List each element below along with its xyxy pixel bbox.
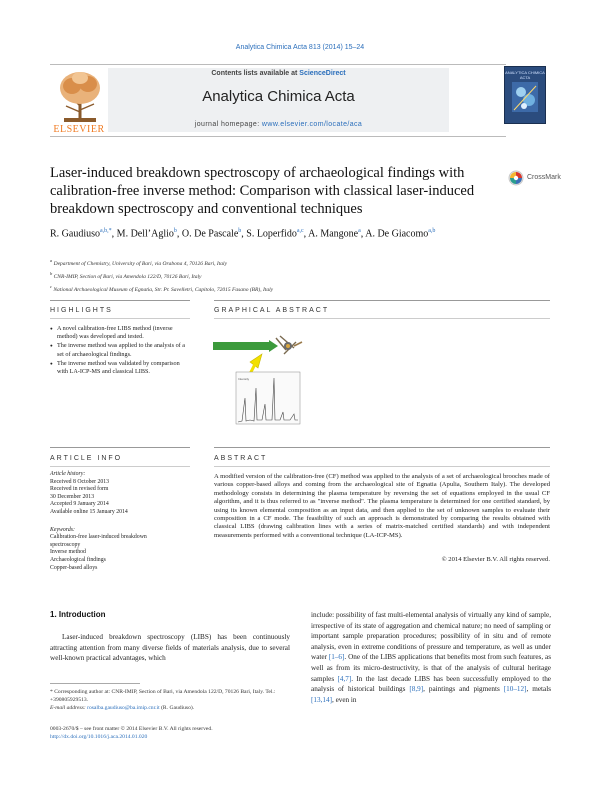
corresponding-author-footnote [50,689,290,712]
keyword: Inverse method [50,549,86,556]
affiliation-mark: b [50,270,53,276]
keyword: spectroscopy [50,541,81,548]
author-name[interactable]: M. Dell’Aglio [116,228,174,240]
introduction-right-column [311,610,551,705]
affiliation-mark: a [50,258,53,263]
crossmark-label[interactable]: CrossMark [527,174,561,181]
article-info-rule-bottom [50,466,190,467]
author-name[interactable]: A. Mangone [308,228,359,240]
abstract-rule-top [214,447,550,448]
author-affiliation-mark[interactable]: a,b,* [100,228,112,234]
homepage-prefix: journal homepage: [194,121,262,128]
highlight-item: ● A novel calibration-free LIBS method (inverse method) was developed and tested. [50,325,190,341]
journal-reference[interactable]: Analytica Chimica Acta 813 (2014) 15–24 [235,44,365,51]
author-separator: , [241,228,247,240]
introduction-left-column: Laser-induced breakdown spectroscopy (LIBS) has been continuously attracting attention from many diverse fields of materials analysis, due to several well-known practical advantages, which [50,633,290,663]
intro-text-5: , metals [526,685,551,694]
sciencedirect-link[interactable]: ScienceDirect [299,70,346,77]
front-matter-footer [50,726,290,742]
article-history-entry: Received 8 October 2013 [50,478,110,485]
article-history-entry: Received in revised form [50,486,109,493]
citation-link[interactable]: [10–12] [503,685,527,694]
graphical-abstract-rule-top [214,300,550,301]
cover-title: ANALYTICA CHIMICA ACTA [505,70,545,80]
keyword: Copper-based alloys [50,564,98,571]
keywords-label: Keywords: [50,526,75,533]
author-affiliation-mark[interactable]: a,c [296,228,304,234]
affiliation [50,269,550,282]
citation-link[interactable]: [13,14] [311,695,332,704]
email-link[interactable]: rosalba.gaudiuso@ba.imip.cnr.it [87,704,160,711]
article-history-entry: 30 December 2013 [50,493,95,500]
author-separator: , [111,228,117,240]
corresponding-author-text: * Corresponding author at: CNR-IMIP, Section of Bari, via Amendola 122/D, 70126 Bari, Italy. Tel.: +390805929513. [50,689,276,703]
intro-text-2: . One of the LIBS applications that benefits most from such features, as well as from its micro-destructivity, is that of the analysis of cultural heritage samples [311,653,551,683]
author-separator: , [303,228,309,240]
article-history-entry: Accepted 9 January 2014 [50,501,109,508]
graphical-abstract-rule-bottom [214,318,550,319]
highlight-item: ● The inverse method was validated by comparison with LA-ICP-MS and classical LIBS. [50,360,190,376]
abstract-rule-bottom [214,466,550,467]
affiliation [50,256,550,269]
intro-text-4: , paintings and pigments [423,685,504,694]
email-label: E-mail address: [50,704,88,711]
footnote-rule [50,683,140,684]
highlights-heading: HIGHLIGHTS [50,307,113,314]
graphical-abstract-heading: GRAPHICAL ABSTRACT [214,307,330,314]
affiliation-text: CNR-IMIP, Section of Bari, via Amendola 122/D, 70126 Bari, Italy [53,273,202,280]
highlight-item: ● The inverse method was applied to the analysis of a set of archaeological findings. [50,342,190,358]
journal-title: Analytica Chimica Acta [202,88,355,105]
svg-text:Intensity: Intensity [238,377,250,381]
email-suffix: (R. Gaudiuso). [159,704,195,711]
affiliation-mark: c [50,283,52,289]
abstract-heading: ABSTRACT [214,455,268,462]
author-affiliation-mark[interactable]: a [358,228,361,234]
affiliation-list [50,256,550,294]
graphical-abstract-image [210,328,340,428]
copyright-line: © 2014 Elsevier B.V. All rights reserved. [441,556,550,563]
citation-link[interactable]: [4,7] [337,674,352,683]
keyword: Archaeological findings [50,556,106,563]
intro-text-3: . In the last decade LIBS has been successfully employed to the analysis of historical buildings [311,674,551,694]
author-affiliation-mark[interactable]: b [238,228,242,234]
introduction-heading: 1. Introduction [50,610,106,619]
journal-homepage-link[interactable]: www.elsevier.com/locate/aca [261,121,363,128]
highlights-rule-top [50,300,190,301]
article-info [50,471,190,572]
author-list [50,224,530,241]
highlights-rule-bottom [50,318,190,319]
article-info-rule-top [50,447,190,448]
highlights-list [50,325,190,377]
author-name[interactable]: O. De Pascale [181,228,239,240]
doi-link[interactable]: http://dx.doi.org/10.1016/j.aca.2014.01.020 [50,733,148,740]
intro-text-1: include: possibility of fast multi-elemental analysis of virtually any kind of sample, irrespective of its state of aggregation and chemical nature; no need of sampling or important sample preparation procedures; possibility of in situ and of remote analysis, even in extreme conditions of pressure and temperature, as well as under water [311,611,551,662]
front-matter-line: 0003-2670/$ – see front matter © 2014 Elsevier B.V. All rights reserved. [50,726,213,732]
citation-link[interactable]: [1–6] [328,653,345,662]
cover-art-image [512,82,538,112]
journal-homepage-line [108,121,449,128]
citation-link[interactable]: [8,9] [409,685,424,694]
author-name[interactable]: A. De Giacomo [365,228,429,240]
keyword: Calibration-free laser-induced breakdown [50,534,147,541]
author-separator: , [176,228,182,240]
elsevier-tree-logo [54,66,106,124]
author-affiliation-mark[interactable]: a,b [428,228,436,234]
contents-prefix: Contents lists available at [211,70,300,77]
article-history-label: Article history: [50,471,86,477]
article-history-entry: Available online 15 January 2014 [50,508,128,515]
publisher-name: ELSEVIER [53,124,105,135]
author-separator: , [360,228,366,240]
author-name[interactable]: S. Loperfido [246,228,297,240]
affiliation [50,282,550,295]
article-info-heading: ARTICLE INFO [50,455,123,462]
affiliation-text: National Archaeological Museum of Egnatia, Str. Pr. Savelletri, Capitolo, 72015 Fasano (BR), Italy [53,286,274,293]
intro-text-6: , even in [331,695,357,704]
affiliation-text: Department of Chemistry, University of Bari, via Orabona 4, 70126 Bari, Italy [53,260,228,267]
author-affiliation-mark[interactable]: b [173,228,177,234]
article-title: Laser-induced breakdown spectroscopy of archaeological findings with calibration-free inverse method: Comparison with classical laser-induced breakdown spectroscopy and conventional techniques [50,165,475,217]
email-line [50,705,290,713]
contents-lists-line [108,70,449,77]
abstract-text: A modified version of the calibration-free (CF) method was applied to the analysis of a set of archaeological brooches made of various copper-based alloys and coming from the archaeological site of Egnatia (Apulia, Southern Italy). The developed methodology consists in determining the plasma temperature by reversing the set of equations employed in the usual CF algorithm, and it is thus referred to as "inverse method". The plasma temperature is determined for one certified standard, by using its known elemental composition as an input data, and then applied to the set of unknown samples to evaluate their composition in a CF mode. The feasibility of such an approach is demonstrated by comparing the results obtained with classical LIBS (drawing calibration lines with a series of matrix-matched certified standards) and with independent measurements performed with a conventional technique (LA-ICP-MS). [214,473,550,539]
author-name[interactable]: R. Gaudiuso [50,228,100,240]
